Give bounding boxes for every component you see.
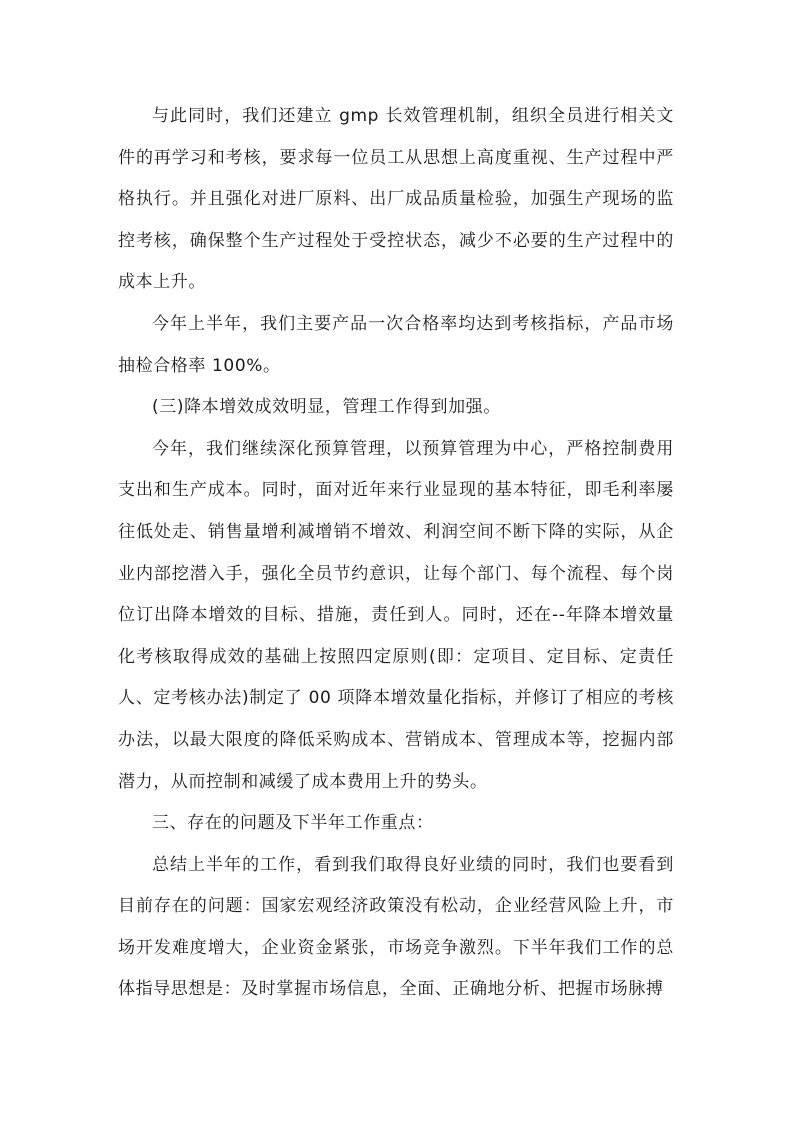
section-heading-problems: 三、存在的问题及下半年工作重点： [152, 813, 434, 834]
document-body [118, 96, 674, 1011]
paragraph-summary: 总结上半年的工作，看到我们取得良好业绩的同时，我们也要看到目前存在的问题：国家宏观经济政策没有松动，企业经营风险上升，市场开发难度增大，企业资金紧张，市场竞争激烈。下半年我们工作的总体指导思想是：及时掌握市场信息，全面、正确地分析、把握市场脉搏 [118, 854, 674, 1000]
section-heading-cost-reduction: (三)降本增效成效明显，管理工作得到加强。 [152, 397, 501, 418]
paragraph-budget-management: 今年，我们继续深化预算管理，以预算管理为中心，严格控制费用支出和生产成本。同时，面对近年来行业显现的基本特征，即毛利率屡往低处走、销售量增利减增销不增效、利润空间不断下降的实际，从企业内部挖潜入手，强化全员节约意识，让每个部门、每个流程、每个岗位订出降本增效的目标、措施，责任到人。同时，还在--年降本增效量化考核取得成效的基础上按照四定原则(即：定项目、定目标、定责任人、定考核办法)制定了 00 项降本增效量化指标，并修订了相应的考核办法，以最大限度的降低采购成本、营销成本、管理成本等，挖掘内部潜力，从而控制和减缓了成本费用上升的势头。 [118, 438, 674, 792]
paragraph-gmp-mechanism: 与此同时，我们还建立 gmp 长效管理机制，组织全员进行相关文件的再学习和考核，要求每一位员工从思想上高度重视、生产过程中严格执行。并且强化对进厂原料、出厂成品质量检验，加强生产现场的监控考核，确保整个生产过程处于受控状态，减少不必要的生产过程中的成本上升。 [118, 106, 674, 293]
paragraph-pass-rate: 今年上半年，我们主要产品一次合格率均达到考核指标，产品市场抽检合格率 100%。 [118, 313, 674, 376]
